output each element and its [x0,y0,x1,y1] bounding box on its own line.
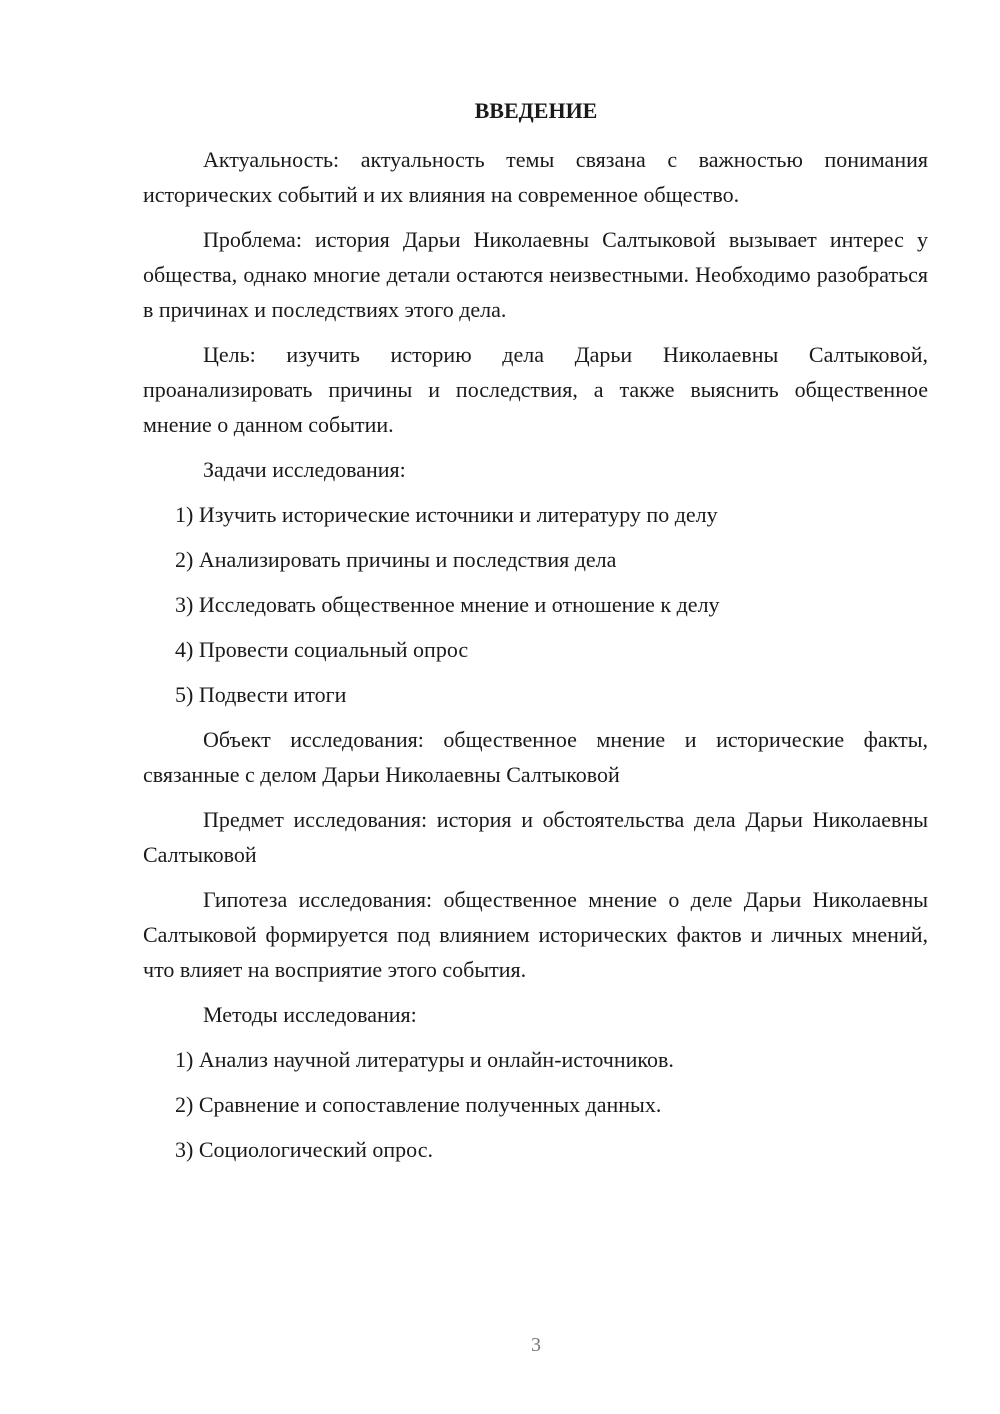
problem-paragraph: Проблема: история Дарьи Николаевны Салтыковой вызывает интерес у общества, однако многие детали остаются неизвестными. Необходимо разобраться в причинах и последствиях этого дела. [143,227,928,322]
page-number: 3 [531,1334,541,1356]
subject-paragraph: Предмет исследования: история и обстоятельства дела Дарьи Николаевны Салтыковой [143,807,928,867]
list-item: 4) Провести социальный опрос [175,637,469,662]
list-item: 5) Подвести итоги [175,682,347,707]
hypothesis-paragraph: Гипотеза исследования: общественное мнение о деле Дарьи Николаевны Салтыковой формируется под влиянием исторических фактов и личных мнений, что влияет на восприятие этого события. [143,887,928,982]
list-item: 1) Анализ научной литературы и онлайн-источников. [175,1047,674,1072]
list-item: 2) Сравнение и сопоставление полученных данных. [175,1092,662,1117]
tasks-heading: Задачи исследования: [203,457,406,482]
list-item: 3) Социологический опрос. [175,1137,433,1162]
methods-heading: Методы исследования: [203,1002,417,1027]
methods-list [143,1042,928,1167]
document-body [143,142,928,1177]
tasks-list [143,497,928,712]
page-title: ВВЕДЕНИЕ [474,98,598,123]
list-item: 2) Анализировать причины и последствия дела [175,547,617,572]
object-paragraph: Объект исследования: общественное мнение и исторические факты, связанные с делом Дарьи Николаевны Салтыковой [143,727,928,787]
relevance-paragraph: Актуальность: актуальность темы связана с важностью понимания исторических событий и их влияния на современное общество. [143,147,928,207]
list-item: 1) Изучить исторические источники и литературу по делу [175,502,718,527]
goal-paragraph: Цель: изучить историю дела Дарьи Николаевны Салтыковой, проанализировать причины и последствия, а также выяснить общественное мнение о данном событии. [143,342,928,437]
list-item: 3) Исследовать общественное мнение и отношение к делу [175,592,720,617]
